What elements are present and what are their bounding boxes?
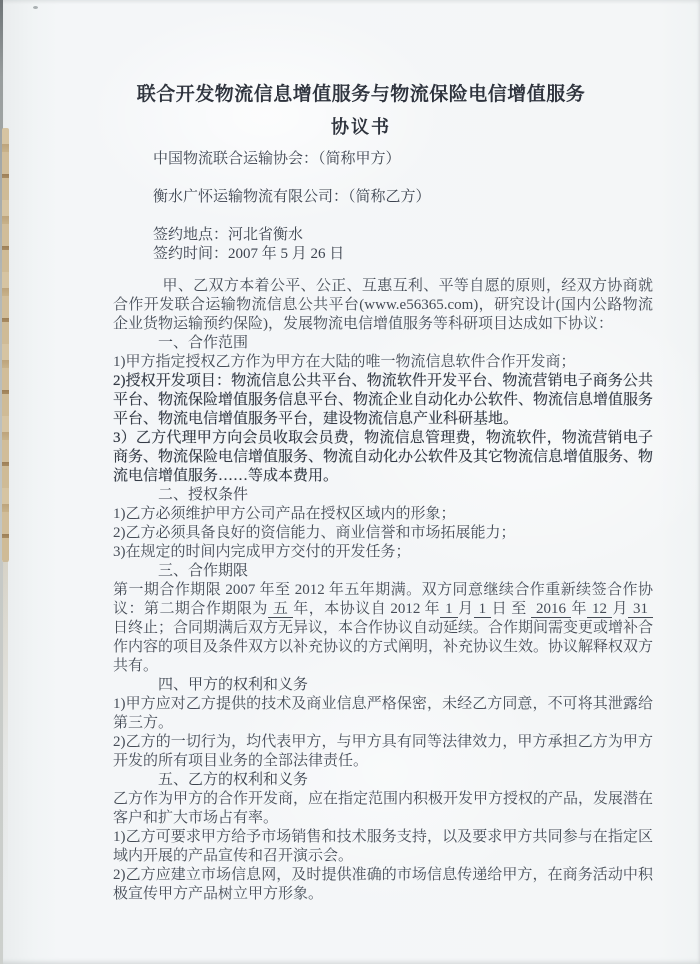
clause-item: 3)在规定的时间内完成甲方交付的开发任务；	[113, 544, 411, 560]
clause-item: 1)甲方应对乙方提供的技术及商业信息严格保密，未经乙方同意，不可将其泄露给第三方。	[113, 696, 653, 731]
intro-paragraph: 甲、乙双方本着公平、公正、互惠互利、平等自愿的原则，经双方协商就合作开发联合运输物流信息公共平台(www.e56365.com)，研究设计(国内公路物流企业货物运输预约保险)，发展物流电信增值服务等科研项目达成如下协议：	[113, 278, 653, 332]
section-heading: 三、合作期限	[158, 563, 249, 579]
clause-item: 1)乙方必须维护甲方公司产品在授权区域内的形象；	[113, 506, 456, 522]
scan-binding-strip-fade	[3, 560, 8, 890]
section-heading: 四、甲方的权利和义务	[158, 677, 309, 693]
section-heading: 五、乙方的权利和义务	[158, 772, 309, 788]
section-heading: 一、合作范围	[158, 335, 249, 351]
party-a-line: 中国物流联合运输协会：（简称甲方）	[153, 151, 401, 167]
clause-item: 3）乙方代理甲方向会员收取会员费，物流信息管理费，物流软件，物流营销电子商务、物流保险电信增值服务、物流自动化办公软件及其它物流信息增值服务、物流电信增值服务……等成本费用。	[113, 430, 654, 484]
document-subtitle: 协议书	[331, 117, 391, 137]
clause-item: 乙方作为甲方的合作开发商，应在指定范围内积极开发甲方授权的产品，发展潜在客户和扩大市场占有率。	[113, 791, 654, 826]
document-body	[113, 277, 653, 904]
section-heading: 二、授权条件	[158, 487, 249, 503]
scan-speck	[33, 6, 38, 9]
document-title: 联合开发物流信息增值服务与物流保险电信增值服务	[136, 84, 586, 105]
clause-item: 1)乙方可要求甲方给予市场销售和技术服务支持，以及要求甲方共同参与在指定区域内开展的产品宣传和召开演示会。	[113, 829, 653, 864]
title-block	[91, 84, 631, 138]
signing-date-line: 签约时间：2007 年 5 月 26 日	[153, 246, 345, 262]
clause-item: 2)乙方应建立市场信息网，及时提供准确的市场信息传递给甲方，在商务活动中积极宣传甲方产品树立甲方形象。	[113, 867, 653, 902]
clause-item: 2)授权开发项目：物流信息公共平台、物流软件开发平台、物流营销电子商务公共平台、物流保险增值服务信息平台、物流企业自动化办公软件、物流信息增值服务平台、物流电信增值服务平台，建设物流信息产业科研基地。	[113, 373, 654, 427]
clause-item: 2)乙方必须具备良好的资信能力、商业信誉和市场拓展能力；	[113, 525, 516, 541]
clause-item: 第一期合作期限 2007 年至 2012 年五年期满。双方同意继续合作重新续签合作协议：第二期合作期限为 五 年，本协议自 2012 年 1 月 1 日 至 2016 年 12 月 31日终止；合同期满后双方无异议，本合作协议自动延续。合作期间需变更或增补合作内容的项目及条件双方以补充协议的方式阐明，补充协议生效。协议解释权双方共有。	[113, 582, 654, 674]
clause-item: 2)乙方的一切行为，均代表甲方，与甲方具有同等法律效力，甲方承担乙方为甲方开发的所有项目业务的全部法律责任。	[113, 734, 653, 769]
clause-item: 1)甲方指定授权乙方作为甲方在大陆的唯一物流信息软件合作开发商；	[113, 354, 576, 370]
scan-binding-strip	[2, 128, 9, 562]
document-content	[113, 84, 653, 904]
signing-place-line: 签约地点：河北省衡水	[153, 227, 304, 243]
party-b-line: 衡水广怀运输物流有限公司：（简称乙方）	[153, 189, 431, 205]
